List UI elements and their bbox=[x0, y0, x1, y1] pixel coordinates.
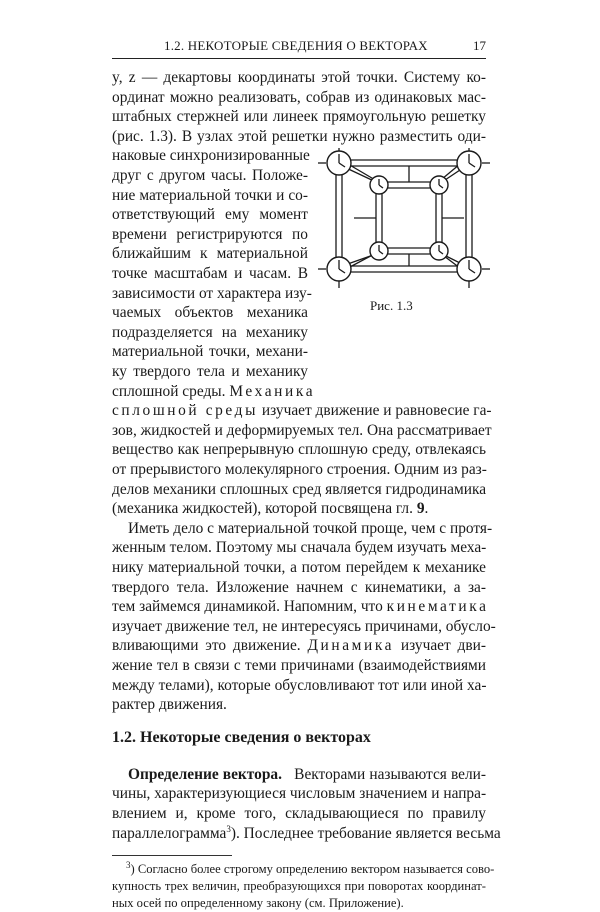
text-run: . bbox=[424, 500, 429, 518]
text-line: твердого тела. Изложение начнем с кинематики, а за- bbox=[112, 578, 486, 596]
text-run: (механика жидкостей), которой посвящена гл. bbox=[112, 500, 417, 518]
footnote-line: купность трех величин, преобразующихся при поворотах координат- bbox=[112, 879, 486, 894]
text-line: рактер движения. bbox=[112, 696, 227, 714]
spaced-term: сплошной среды bbox=[112, 402, 259, 420]
footnote-line: ных осей по определенному закону (см. Приложение). bbox=[112, 896, 404, 911]
text-line: времени регистрируются по bbox=[112, 225, 308, 243]
text-run: сплошной среды. bbox=[112, 382, 226, 400]
text-line bbox=[112, 401, 492, 421]
text-line: подразделяется на механику bbox=[112, 323, 308, 341]
figure-grid-clocks bbox=[314, 148, 490, 318]
runin-title: Определение вектора. bbox=[128, 765, 282, 783]
text-line bbox=[112, 499, 486, 519]
text-line: изучает движение тел, не интересуясь причинами, обусло- bbox=[112, 617, 496, 635]
text-line: ординат можно реализовать, собрав из одинаковых мас- bbox=[112, 88, 486, 106]
text-line: вливающими это движение. Динамика изучает дви- bbox=[112, 637, 486, 655]
text-line: ние материальной точки и со- bbox=[112, 186, 308, 204]
text-line bbox=[112, 382, 316, 402]
text-line: влением и, кроме того, складывающиеся по правилу bbox=[112, 805, 486, 822]
chapter-ref: 9 bbox=[416, 500, 425, 518]
text-line: между телами), которые обусловливают тот или иной ха- bbox=[112, 676, 487, 694]
section-title: 1.2. Некоторые сведения о векторах bbox=[112, 728, 371, 746]
figure-caption: Рис. 1.3 bbox=[370, 298, 413, 314]
running-title: 1.2. НЕКОТОРЫЕ СВЕДЕНИЯ О ВЕКТОРАХ bbox=[164, 38, 428, 53]
header-rule bbox=[112, 58, 486, 59]
text-line: параллелограмма$^3$). Последнее требование является весьма bbox=[112, 823, 501, 842]
text-line: жение тел в связи с теми причинами (взаимодействиями bbox=[112, 657, 486, 674]
text-line: ближайшим к материальной bbox=[112, 245, 308, 263]
footnote-line: $^3$) Согласно более строгому определению вектором называется сово- bbox=[126, 860, 495, 877]
text-line bbox=[128, 519, 493, 539]
text-line: точке масштабам и часам. В bbox=[112, 265, 308, 282]
text-line: ку твердого тела и механику bbox=[112, 363, 308, 380]
spaced-term: Динамика bbox=[307, 637, 395, 655]
text-line: чаемых объектов механика bbox=[112, 304, 308, 322]
page-number: 17 bbox=[473, 38, 486, 53]
running-header bbox=[112, 38, 486, 60]
text-line: штабных стержней или линеек прямоугольную решетку bbox=[112, 108, 486, 126]
text-line: от прерывистого молекулярного строения. Одним из раз- bbox=[112, 461, 487, 478]
text-line: нику материальной точки, а потом перейдем к механике bbox=[112, 559, 486, 576]
text-line: зависимости от характера изу- bbox=[112, 284, 312, 302]
text-line: тем займемся динамикой. Напомним, что кинематика bbox=[112, 598, 489, 616]
text-run: изучает движение и равновесие га- bbox=[258, 402, 492, 420]
spaced-term: Механика bbox=[229, 382, 316, 400]
text-line: Определение вектора. Векторами называются вели- bbox=[128, 765, 486, 783]
text-line: y, z — декартовы координаты этой точки. Систему ко- bbox=[112, 69, 486, 86]
text-line: делов механики сплошных сред является гидродинамика bbox=[112, 480, 487, 498]
text-line: чины, характеризующиеся числовым значением и напра- bbox=[112, 785, 487, 803]
text-line: (рис. 1.3). В узлах этой решетки нужно разместить оди- bbox=[112, 127, 486, 145]
text-line: материальной точки, механи- bbox=[112, 343, 308, 361]
footnote-marker: 3 bbox=[226, 823, 231, 834]
text-line: зов, жидкостей и деформируемых тел. Она рассматривает bbox=[112, 421, 492, 439]
text-line: вещество как непрерывную сплошную среду, отвлекаясь bbox=[112, 441, 486, 459]
text-run: Иметь дело с материальной точкой проще, чем с протя- bbox=[128, 519, 493, 537]
footnote-rule bbox=[112, 855, 232, 856]
text-line: ответствующий ему момент bbox=[112, 206, 308, 224]
text-line: наковые синхронизированные bbox=[112, 147, 310, 165]
text-line: женным телом. Поэтому мы сначала будем изучать меха- bbox=[112, 539, 487, 557]
spaced-term: кинематика bbox=[386, 598, 489, 616]
text-line: друг с другом часы. Положе- bbox=[112, 167, 308, 184]
